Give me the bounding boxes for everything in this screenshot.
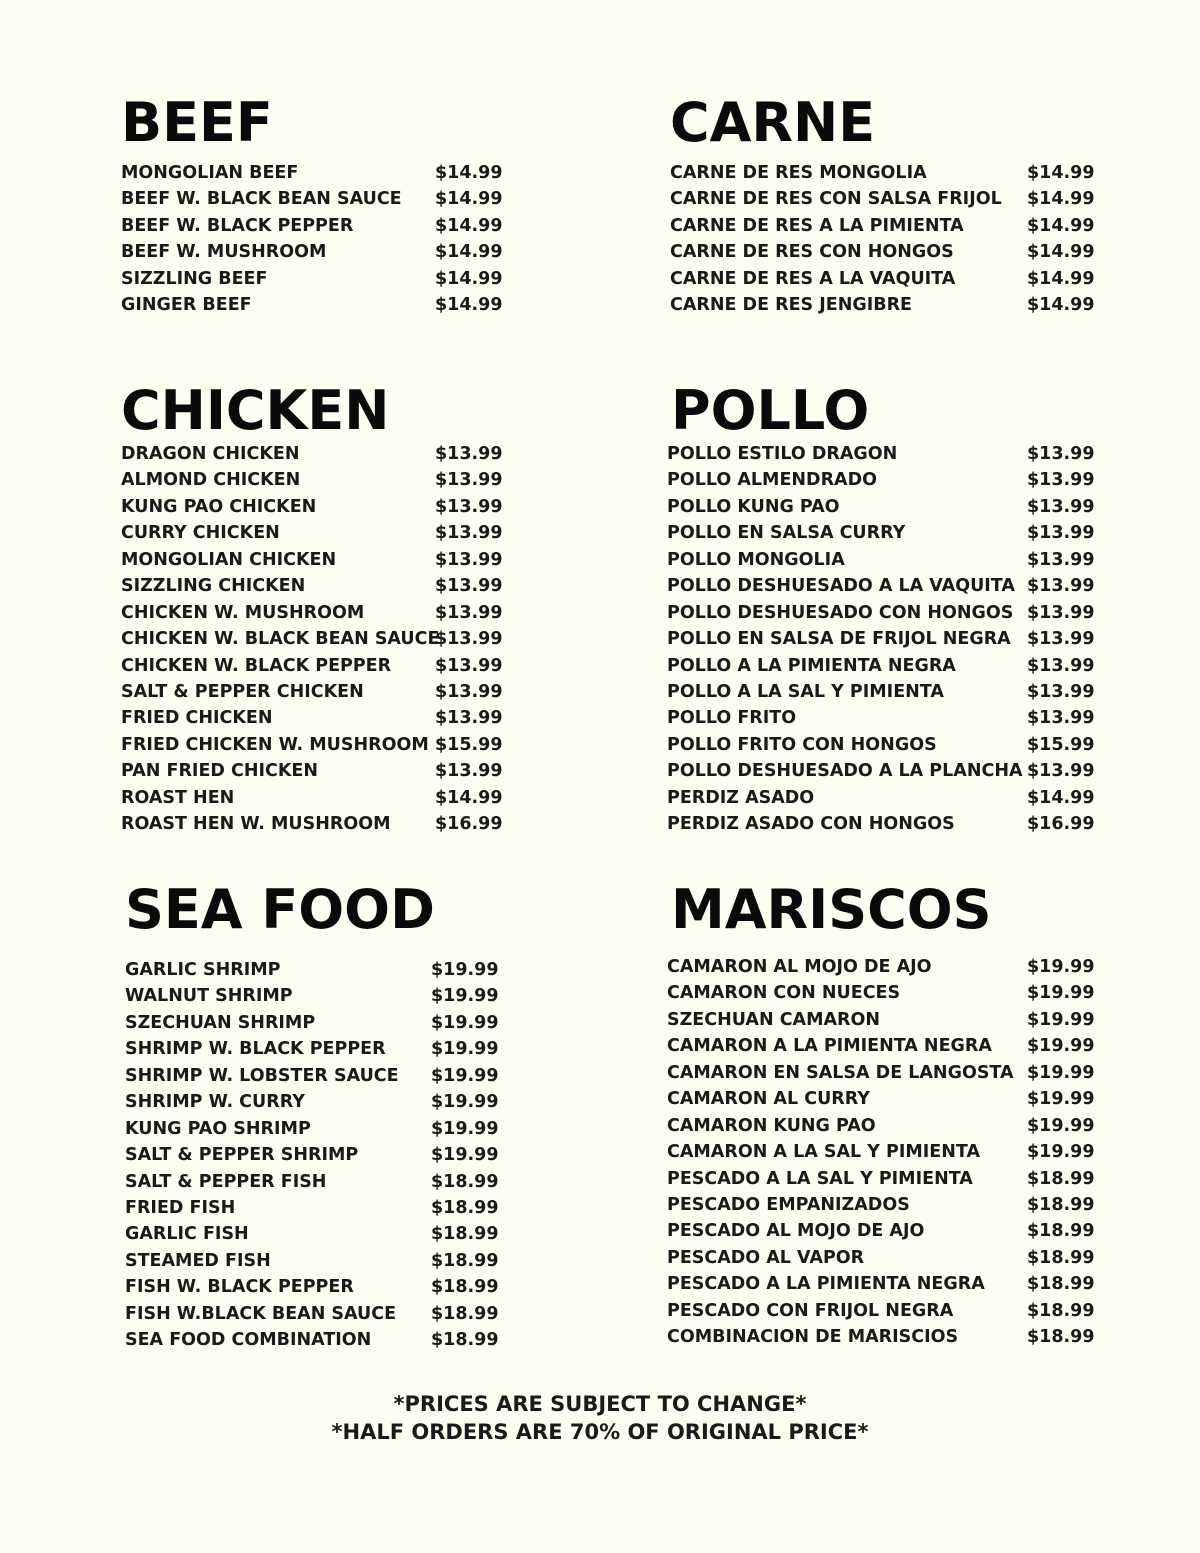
menu-item-name: PERDIZ ASADO CON HONGOS bbox=[667, 814, 955, 835]
menu-item-name: FRIED CHICKEN bbox=[121, 708, 273, 729]
menu-item bbox=[125, 1010, 499, 1036]
menu-item bbox=[667, 1139, 1095, 1165]
menu-item-price: $13.99 bbox=[435, 444, 503, 464]
menu-item bbox=[121, 520, 503, 546]
menu-item-price: $19.99 bbox=[431, 1118, 499, 1139]
menu-item bbox=[667, 547, 1095, 573]
menu-item-name: SHRIMP W. BLACK PEPPER bbox=[125, 1039, 386, 1060]
menu-item-name: SHRIMP W. CURRY bbox=[125, 1092, 305, 1113]
menu-item-price: $14.99 bbox=[1027, 295, 1095, 316]
menu-item-name: GINGER BEEF bbox=[121, 295, 252, 316]
menu-item-price: $18.99 bbox=[431, 1224, 499, 1245]
menu-item-name: BEEF W. BLACK PEPPER bbox=[121, 215, 354, 236]
menu-item-price: $19.99 bbox=[431, 1065, 499, 1086]
menu-item bbox=[670, 266, 1095, 292]
menu-item-name: PESCADO AL MOJO DE AJO bbox=[667, 1221, 925, 1242]
menu-item bbox=[667, 441, 1095, 467]
menu-item-price: $19.99 bbox=[1027, 1062, 1095, 1083]
menu-item bbox=[667, 1271, 1095, 1297]
menu-item-name: PESCADO AL VAPOR bbox=[667, 1247, 865, 1268]
menu-item bbox=[125, 1195, 499, 1221]
menu-item bbox=[667, 653, 1095, 679]
menu-item bbox=[667, 1324, 1095, 1350]
menu-item-price: $15.99 bbox=[1027, 734, 1095, 755]
menu-item bbox=[121, 758, 503, 784]
menu-item-name: POLLO DESHUESADO CON HONGOS bbox=[667, 602, 1014, 623]
menu-item-price: $18.99 bbox=[1027, 1168, 1095, 1189]
menu-item bbox=[125, 1169, 499, 1195]
menu-item-name: CARNE DE RES A LA VAQUITA bbox=[670, 268, 956, 289]
menu-item bbox=[125, 1221, 499, 1247]
menu-item-name: BEEF W. BLACK BEAN SAUCE bbox=[121, 189, 402, 210]
menu-item-name: DRAGON CHICKEN bbox=[121, 444, 300, 464]
menu-item bbox=[121, 573, 503, 599]
menu-item-price: $13.99 bbox=[1027, 444, 1095, 464]
menu-item-name: CAMARON A LA PIMIENTA NEGRA bbox=[667, 1036, 992, 1057]
menu-item-price: $18.99 bbox=[431, 1250, 499, 1271]
menu-list bbox=[670, 160, 1095, 319]
menu-item-name: ALMOND CHICKEN bbox=[121, 470, 301, 491]
menu-item-price: $14.99 bbox=[1027, 268, 1095, 289]
menu-item bbox=[121, 679, 503, 705]
menu-item bbox=[125, 1089, 499, 1115]
menu-item-price: $18.99 bbox=[431, 1330, 499, 1351]
menu-item-name: CAMARON EN SALSA DE LANGOSTA bbox=[667, 1062, 1014, 1083]
menu-item bbox=[121, 467, 503, 493]
menu-item-name: CARNE DE RES MONGOLIA bbox=[670, 163, 927, 183]
menu-item-price: $13.99 bbox=[1027, 681, 1095, 702]
menu-item-price: $14.99 bbox=[435, 295, 503, 316]
menu-item-name: POLLO MONGOLIA bbox=[667, 549, 845, 570]
section-mariscos bbox=[667, 878, 1095, 1351]
menu-item bbox=[667, 705, 1095, 731]
menu-item-name: STEAMED FISH bbox=[125, 1250, 271, 1271]
menu-item-name: CHICKEN W. BLACK BEAN SAUCE bbox=[121, 629, 440, 650]
menu-item bbox=[667, 600, 1095, 626]
menu-item-name: PESCADO EMPANIZADOS bbox=[667, 1194, 910, 1215]
menu-item-price: $14.99 bbox=[1027, 787, 1095, 808]
menu-item-price: $14.99 bbox=[435, 189, 503, 210]
menu-item-name: KUNG PAO SHRIMP bbox=[125, 1118, 311, 1139]
menu-item-price: $13.99 bbox=[1027, 496, 1095, 517]
menu-item-name: PESCADO A LA PIMIENTA NEGRA bbox=[667, 1274, 985, 1295]
menu-item-name: CARNE DE RES CON SALSA FRIJOL bbox=[670, 189, 1002, 210]
menu-item-price: $14.99 bbox=[435, 242, 503, 263]
menu-item bbox=[667, 980, 1095, 1006]
menu-item bbox=[125, 1327, 499, 1353]
menu-item bbox=[121, 266, 503, 292]
menu-item-name: SHRIMP W. LOBSTER SAUCE bbox=[125, 1065, 399, 1086]
footer-note-price-change: *PRICES ARE SUBJECT TO CHANGE* bbox=[393, 1392, 807, 1416]
menu-item-name: SZECHUAN CAMARON bbox=[667, 1009, 881, 1030]
menu-item bbox=[125, 957, 499, 983]
menu-item-name: PESCADO A LA SAL Y PIMIENTA bbox=[667, 1168, 973, 1189]
menu-item bbox=[667, 520, 1095, 546]
menu-item bbox=[670, 160, 1095, 186]
menu-item-price: $19.99 bbox=[1027, 1142, 1095, 1163]
section-title: POLLO bbox=[671, 379, 870, 442]
menu-item-price: $19.99 bbox=[431, 1039, 499, 1060]
menu-item-price: $19.99 bbox=[431, 1012, 499, 1033]
menu-item bbox=[125, 1248, 499, 1274]
menu-item-price: $18.99 bbox=[431, 1197, 499, 1218]
menu-item bbox=[121, 213, 503, 239]
menu-item bbox=[125, 1036, 499, 1062]
menu-item bbox=[667, 1086, 1095, 1112]
menu-item bbox=[125, 983, 499, 1009]
menu-item-price: $14.99 bbox=[435, 215, 503, 236]
menu-item-name: MONGOLIAN BEEF bbox=[121, 163, 299, 183]
menu-item-price: $19.99 bbox=[1027, 1089, 1095, 1110]
menu-item-name: CARNE DE RES JENGIBRE bbox=[670, 295, 913, 316]
menu-item-price: $14.99 bbox=[435, 787, 503, 808]
menu-item-price: $14.99 bbox=[1027, 242, 1095, 263]
menu-item-price: $18.99 bbox=[1027, 1221, 1095, 1242]
menu-item-price: $18.99 bbox=[431, 1171, 499, 1192]
menu-item-name: BEEF W. MUSHROOM bbox=[121, 242, 327, 263]
section-title: MARISCOS bbox=[671, 878, 992, 941]
menu-item-price: $13.99 bbox=[435, 470, 503, 491]
menu-item-name: POLLO EN SALSA CURRY bbox=[667, 523, 906, 544]
menu-item-name: CAMARON AL CURRY bbox=[667, 1089, 870, 1110]
menu-item-price: $13.99 bbox=[435, 708, 503, 729]
menu-item-name: CAMARON KUNG PAO bbox=[667, 1115, 876, 1136]
section-beef bbox=[121, 91, 503, 319]
menu-item bbox=[667, 1192, 1095, 1218]
menu-item-name: CHICKEN W. BLACK PEPPER bbox=[121, 655, 392, 676]
menu-item-price: $18.99 bbox=[1027, 1274, 1095, 1295]
menu-list bbox=[121, 441, 503, 838]
menu-item-price: $18.99 bbox=[1027, 1247, 1095, 1268]
section-title: CARNE bbox=[670, 91, 876, 154]
section-carne bbox=[670, 91, 1095, 319]
menu-item bbox=[667, 1007, 1095, 1033]
section-seafood bbox=[125, 878, 499, 1354]
menu-item bbox=[125, 1116, 499, 1142]
menu-item bbox=[667, 758, 1095, 784]
menu-item-price: $19.99 bbox=[431, 986, 499, 1007]
footer-notes bbox=[0, 1390, 1200, 1446]
menu-item-name: CAMARON A LA SAL Y PIMIENTA bbox=[667, 1142, 981, 1163]
menu-item-price: $19.99 bbox=[1027, 983, 1095, 1004]
menu-item bbox=[667, 732, 1095, 758]
menu-item-name: FRIED CHICKEN W. MUSHROOM bbox=[121, 734, 429, 755]
menu-item-price: $16.99 bbox=[1027, 814, 1095, 835]
menu-item-name: CAMARON CON NUECES bbox=[667, 983, 901, 1004]
menu-item-price: $14.99 bbox=[1027, 215, 1095, 236]
menu-item-price: $13.99 bbox=[435, 576, 503, 597]
menu-item-name: POLLO A LA PIMIENTA NEGRA bbox=[667, 655, 956, 676]
section-chicken bbox=[121, 379, 503, 838]
menu-item bbox=[667, 1298, 1095, 1324]
menu-item-price: $18.99 bbox=[431, 1303, 499, 1324]
menu-item-name: CARNE DE RES CON HONGOS bbox=[670, 242, 954, 263]
menu-item-name: PESCADO CON FRIJOL NEGRA bbox=[667, 1300, 954, 1321]
menu-list bbox=[125, 957, 499, 1354]
menu-item bbox=[667, 811, 1095, 837]
menu-item-price: $16.99 bbox=[435, 814, 503, 835]
menu-item bbox=[121, 547, 503, 573]
menu-list bbox=[667, 954, 1095, 1351]
menu-item-price: $13.99 bbox=[435, 523, 503, 544]
menu-item-price: $13.99 bbox=[1027, 523, 1095, 544]
menu-item bbox=[121, 626, 503, 652]
menu-item-name: SZECHUAN SHRIMP bbox=[125, 1012, 316, 1033]
menu-item-name: SALT & PEPPER FISH bbox=[125, 1171, 327, 1192]
menu-item-price: $13.99 bbox=[1027, 761, 1095, 782]
menu-item-price: $13.99 bbox=[435, 549, 503, 570]
section-title: SEA FOOD bbox=[125, 878, 435, 941]
menu-item-price: $19.99 bbox=[431, 1092, 499, 1113]
menu-item bbox=[121, 160, 503, 186]
section-title: CHICKEN bbox=[121, 379, 390, 442]
menu-item-name: GARLIC FISH bbox=[125, 1224, 249, 1245]
menu-item bbox=[670, 292, 1095, 318]
menu-item bbox=[125, 1142, 499, 1168]
footer-note-half-orders: *HALF ORDERS ARE 70% OF ORIGINAL PRICE* bbox=[331, 1420, 869, 1444]
menu-item bbox=[121, 239, 503, 265]
menu-item bbox=[667, 1033, 1095, 1059]
menu-item-price: $18.99 bbox=[431, 1277, 499, 1298]
menu-item bbox=[121, 785, 503, 811]
menu-item bbox=[667, 467, 1095, 493]
menu-item bbox=[667, 494, 1095, 520]
menu-item-name: POLLO DESHUESADO A LA VAQUITA bbox=[667, 576, 1015, 597]
menu-item bbox=[670, 186, 1095, 212]
menu-item bbox=[121, 441, 503, 467]
menu-item-name: POLLO DESHUESADO A LA PLANCHA bbox=[667, 761, 1023, 782]
section-title: BEEF bbox=[121, 91, 273, 154]
menu-item-price: $14.99 bbox=[435, 268, 503, 289]
menu-item-price: $13.99 bbox=[435, 496, 503, 517]
menu-list bbox=[667, 441, 1095, 838]
menu-item-price: $19.99 bbox=[1027, 1036, 1095, 1057]
menu-item-name: POLLO FRITO CON HONGOS bbox=[667, 734, 937, 755]
menu-item bbox=[667, 626, 1095, 652]
menu-item-price: $13.99 bbox=[435, 602, 503, 623]
menu-item-price: $14.99 bbox=[1027, 189, 1095, 210]
menu-item-price: $13.99 bbox=[1027, 655, 1095, 676]
menu-item-name: ROAST HEN W. MUSHROOM bbox=[121, 814, 391, 835]
menu-item-price: $15.99 bbox=[435, 734, 503, 755]
menu-item-name: SEA FOOD COMBINATION bbox=[125, 1330, 372, 1351]
menu-item-name: SALT & PEPPER CHICKEN bbox=[121, 681, 364, 702]
menu-item-name: FRIED FISH bbox=[125, 1197, 236, 1218]
menu-item-name: ROAST HEN bbox=[121, 787, 235, 808]
menu-item-price: $19.99 bbox=[1027, 1115, 1095, 1136]
menu-item-price: $13.99 bbox=[1027, 708, 1095, 729]
menu-item bbox=[121, 494, 503, 520]
menu-item-price: $14.99 bbox=[1027, 163, 1095, 183]
menu-item-name: FISH W. BLACK PEPPER bbox=[125, 1277, 354, 1298]
menu-item-name: POLLO ALMENDRADO bbox=[667, 470, 878, 491]
menu-item bbox=[667, 573, 1095, 599]
menu-item-name: CURRY CHICKEN bbox=[121, 523, 280, 544]
menu-item-name: MONGOLIAN CHICKEN bbox=[121, 549, 337, 570]
menu-item-price: $13.99 bbox=[435, 655, 503, 676]
menu-item-price: $18.99 bbox=[1027, 1300, 1095, 1321]
menu-item bbox=[121, 705, 503, 731]
menu-item bbox=[121, 653, 503, 679]
menu-item-price: $13.99 bbox=[1027, 549, 1095, 570]
menu-item-price: $13.99 bbox=[1027, 470, 1095, 491]
menu-item-name: CHICKEN W. MUSHROOM bbox=[121, 602, 365, 623]
section-pollo bbox=[667, 379, 1095, 838]
menu-list bbox=[121, 160, 503, 319]
menu-item-price: $13.99 bbox=[435, 629, 503, 650]
menu-item bbox=[121, 811, 503, 837]
menu-item-name: POLLO KUNG PAO bbox=[667, 496, 840, 517]
menu-item bbox=[667, 1060, 1095, 1086]
menu-item-price: $13.99 bbox=[1027, 629, 1095, 650]
menu-item bbox=[667, 954, 1095, 980]
menu-item-price: $18.99 bbox=[1027, 1327, 1095, 1348]
menu-item bbox=[667, 785, 1095, 811]
menu-item bbox=[667, 1113, 1095, 1139]
menu-item-price: $18.99 bbox=[1027, 1194, 1095, 1215]
menu-item bbox=[667, 679, 1095, 705]
menu-item-name: CARNE DE RES A LA PIMIENTA bbox=[670, 215, 964, 236]
menu-item bbox=[667, 1245, 1095, 1271]
menu-item-name: SIZZLING CHICKEN bbox=[121, 576, 306, 597]
menu-item-name: KUNG PAO CHICKEN bbox=[121, 496, 317, 517]
menu-item-price: $13.99 bbox=[435, 681, 503, 702]
menu-item bbox=[121, 732, 503, 758]
menu-item-name: POLLO A LA SAL Y PIMIENTA bbox=[667, 681, 944, 702]
menu-item-name: PAN FRIED CHICKEN bbox=[121, 761, 319, 782]
menu-item-name: CAMARON AL MOJO DE AJO bbox=[667, 957, 932, 977]
menu-item-name: POLLO FRITO bbox=[667, 708, 797, 729]
menu-item-name: SALT & PEPPER SHRIMP bbox=[125, 1145, 359, 1166]
menu-item bbox=[121, 600, 503, 626]
menu-item-name: PERDIZ ASADO bbox=[667, 787, 815, 808]
menu-item bbox=[125, 1063, 499, 1089]
menu-item-name: SIZZLING BEEF bbox=[121, 268, 268, 289]
menu-item-price: $19.99 bbox=[431, 960, 499, 980]
menu-item bbox=[670, 213, 1095, 239]
menu-item-price: $13.99 bbox=[435, 761, 503, 782]
menu-item-name: WALNUT SHRIMP bbox=[125, 986, 293, 1007]
menu-item-price: $19.99 bbox=[431, 1145, 499, 1166]
menu-item bbox=[667, 1166, 1095, 1192]
menu-item-price: $13.99 bbox=[1027, 602, 1095, 623]
menu-item bbox=[121, 292, 503, 318]
menu-item bbox=[125, 1301, 499, 1327]
menu-item-price: $13.99 bbox=[1027, 576, 1095, 597]
menu-item-name: POLLO ESTILO DRAGON bbox=[667, 444, 898, 464]
menu-item-price: $19.99 bbox=[1027, 1009, 1095, 1030]
menu-item-name: POLLO EN SALSA DE FRIJOL NEGRA bbox=[667, 629, 1011, 650]
menu-item-price: $14.99 bbox=[435, 163, 503, 183]
menu-item bbox=[125, 1274, 499, 1300]
menu-item bbox=[670, 239, 1095, 265]
menu-item bbox=[667, 1218, 1095, 1244]
menu-item-name: GARLIC SHRIMP bbox=[125, 960, 281, 980]
menu-item-price: $19.99 bbox=[1027, 957, 1095, 977]
menu-item-name: FISH W.BLACK BEAN SAUCE bbox=[125, 1303, 397, 1324]
menu-item-name: COMBINACION DE MARISCIOS bbox=[667, 1327, 959, 1348]
menu-item bbox=[121, 186, 503, 212]
